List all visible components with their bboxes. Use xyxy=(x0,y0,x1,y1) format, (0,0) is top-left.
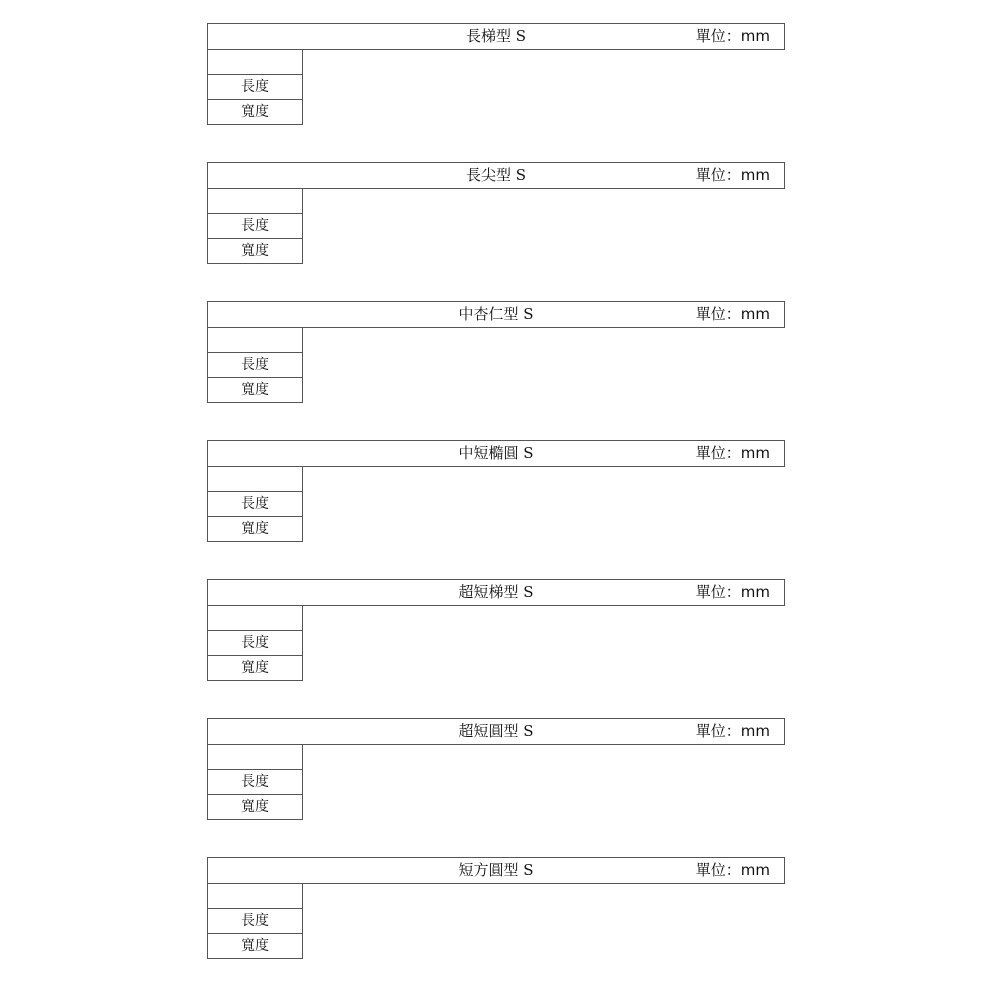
table-title: 長梯型 S xyxy=(465,27,526,45)
title-row xyxy=(208,441,785,467)
length-label: 長度 xyxy=(208,214,303,239)
size-header-row xyxy=(208,884,785,909)
table-title: 超短梯型 S xyxy=(458,583,534,601)
title-row xyxy=(208,858,785,884)
unit-label: 單位：mm xyxy=(695,861,770,879)
length-row xyxy=(208,909,785,934)
table-title: 超短圓型 S xyxy=(458,722,534,740)
size-table xyxy=(207,23,785,125)
size-header-row xyxy=(208,467,785,492)
length-row xyxy=(208,75,785,100)
corner-cell xyxy=(208,745,303,770)
length-row xyxy=(208,214,785,239)
width-row xyxy=(208,656,785,681)
unit-label: 單位：mm xyxy=(695,583,770,601)
table-title-cell xyxy=(208,580,785,606)
length-row xyxy=(208,770,785,795)
size-header-row xyxy=(208,606,785,631)
title-row xyxy=(208,719,785,745)
length-row xyxy=(208,353,785,378)
table-title-cell xyxy=(208,302,785,328)
unit-label: 單位：mm xyxy=(695,305,770,323)
size-table xyxy=(207,440,785,542)
table-title: 短方圓型 S xyxy=(458,861,534,879)
width-label: 寬度 xyxy=(208,934,303,959)
width-label: 寬度 xyxy=(208,100,303,125)
length-row xyxy=(208,631,785,656)
table-title-cell xyxy=(208,719,785,745)
width-row xyxy=(208,239,785,264)
width-label: 寬度 xyxy=(208,378,303,403)
length-row xyxy=(208,492,785,517)
title-row xyxy=(208,302,785,328)
table-title-cell xyxy=(208,858,785,884)
table-title-cell xyxy=(208,163,785,189)
corner-cell xyxy=(208,606,303,631)
width-label: 寬度 xyxy=(208,656,303,681)
size-table xyxy=(207,301,785,403)
width-row xyxy=(208,378,785,403)
width-row xyxy=(208,100,785,125)
width-row xyxy=(208,795,785,820)
length-label: 長度 xyxy=(208,492,303,517)
size-header-row xyxy=(208,189,785,214)
corner-cell xyxy=(208,884,303,909)
title-row xyxy=(208,24,785,50)
length-label: 長度 xyxy=(208,770,303,795)
unit-label: 單位：mm xyxy=(695,444,770,462)
size-chart-sheet xyxy=(207,23,784,996)
corner-cell xyxy=(208,467,303,492)
size-table xyxy=(207,162,785,264)
corner-cell xyxy=(208,328,303,353)
length-label: 長度 xyxy=(208,909,303,934)
unit-label: 單位：mm xyxy=(695,166,770,184)
length-label: 長度 xyxy=(208,353,303,378)
table-title-cell xyxy=(208,441,785,467)
size-table xyxy=(207,857,785,959)
table-title: 中杏仁型 S xyxy=(458,305,534,323)
corner-cell xyxy=(208,50,303,75)
width-label: 寬度 xyxy=(208,239,303,264)
table-title: 中短橢圓 S xyxy=(458,444,534,462)
size-header-row xyxy=(208,50,785,75)
width-row xyxy=(208,934,785,959)
table-title-cell xyxy=(208,24,785,50)
size-header-row xyxy=(208,328,785,353)
size-header-row xyxy=(208,745,785,770)
title-row xyxy=(208,163,785,189)
size-table xyxy=(207,579,785,681)
width-label: 寬度 xyxy=(208,517,303,542)
unit-label: 單位：mm xyxy=(695,27,770,45)
table-title: 長尖型 S xyxy=(465,166,526,184)
width-label: 寬度 xyxy=(208,795,303,820)
width-row xyxy=(208,517,785,542)
length-label: 長度 xyxy=(208,631,303,656)
length-label: 長度 xyxy=(208,75,303,100)
size-table xyxy=(207,718,785,820)
unit-label: 單位：mm xyxy=(695,722,770,740)
corner-cell xyxy=(208,189,303,214)
title-row xyxy=(208,580,785,606)
